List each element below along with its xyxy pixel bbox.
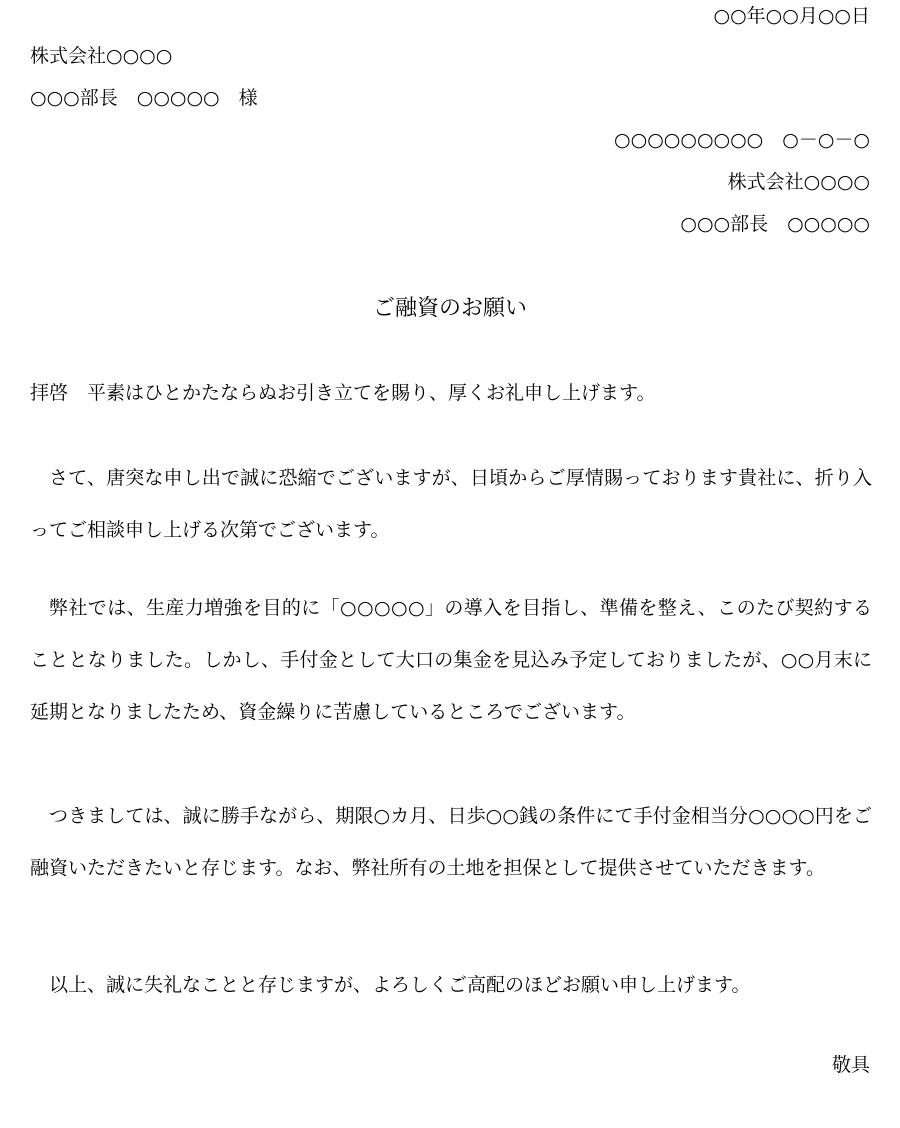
body-paragraph-2: 弊社では、生産力増強を目的に「○○○○○」の導入を目指し、準備を整え、このたび契約することとなりました。しかし、手付金として大口の集金を見込み予定しておりましたが、○○月末に延期となりましたため、資金繰りに苦慮しているところでございます。 xyxy=(30,597,872,723)
closing-word: 敬具 xyxy=(831,1054,870,1076)
letter-title: ご融資のお願い xyxy=(372,296,527,321)
recipient-person: ○○○部長 ○○○○○ 様 xyxy=(30,87,258,109)
body-paragraph-3: つきましては、誠に勝手ながら、期限○カ月、日歩○○銭の条件にて手付金相当分○○○○円をご融資いただきたいと存じます。なお、弊社所有の土地を担保として提供させていただきます。 xyxy=(30,805,872,879)
body-paragraph-1: さて、唐突な申し出で誠に恐縮でございますが、日頃からご厚情賜っております貴社に、折り入ってご相談申し上げる次第でございます。 xyxy=(30,467,872,541)
sender-address: ○○○○○○○○○ ○－○－○ xyxy=(614,129,870,151)
sender-person: ○○○部長 ○○○○○ xyxy=(680,213,870,235)
sender-company: 株式会社○○○○ xyxy=(727,171,870,193)
body-paragraph-4: 以上、誠に失礼なことと存じますが、よろしくご高配のほどお願い申し上げます。 xyxy=(49,974,751,996)
letter-date: ○○年○○月○○日 xyxy=(713,5,870,27)
greeting-line: 拝啓 平素はひとかたならぬお引き立てを賜り、厚くお礼申し上げます。 xyxy=(30,382,656,404)
recipient-company: 株式会社○○○○ xyxy=(30,45,173,67)
